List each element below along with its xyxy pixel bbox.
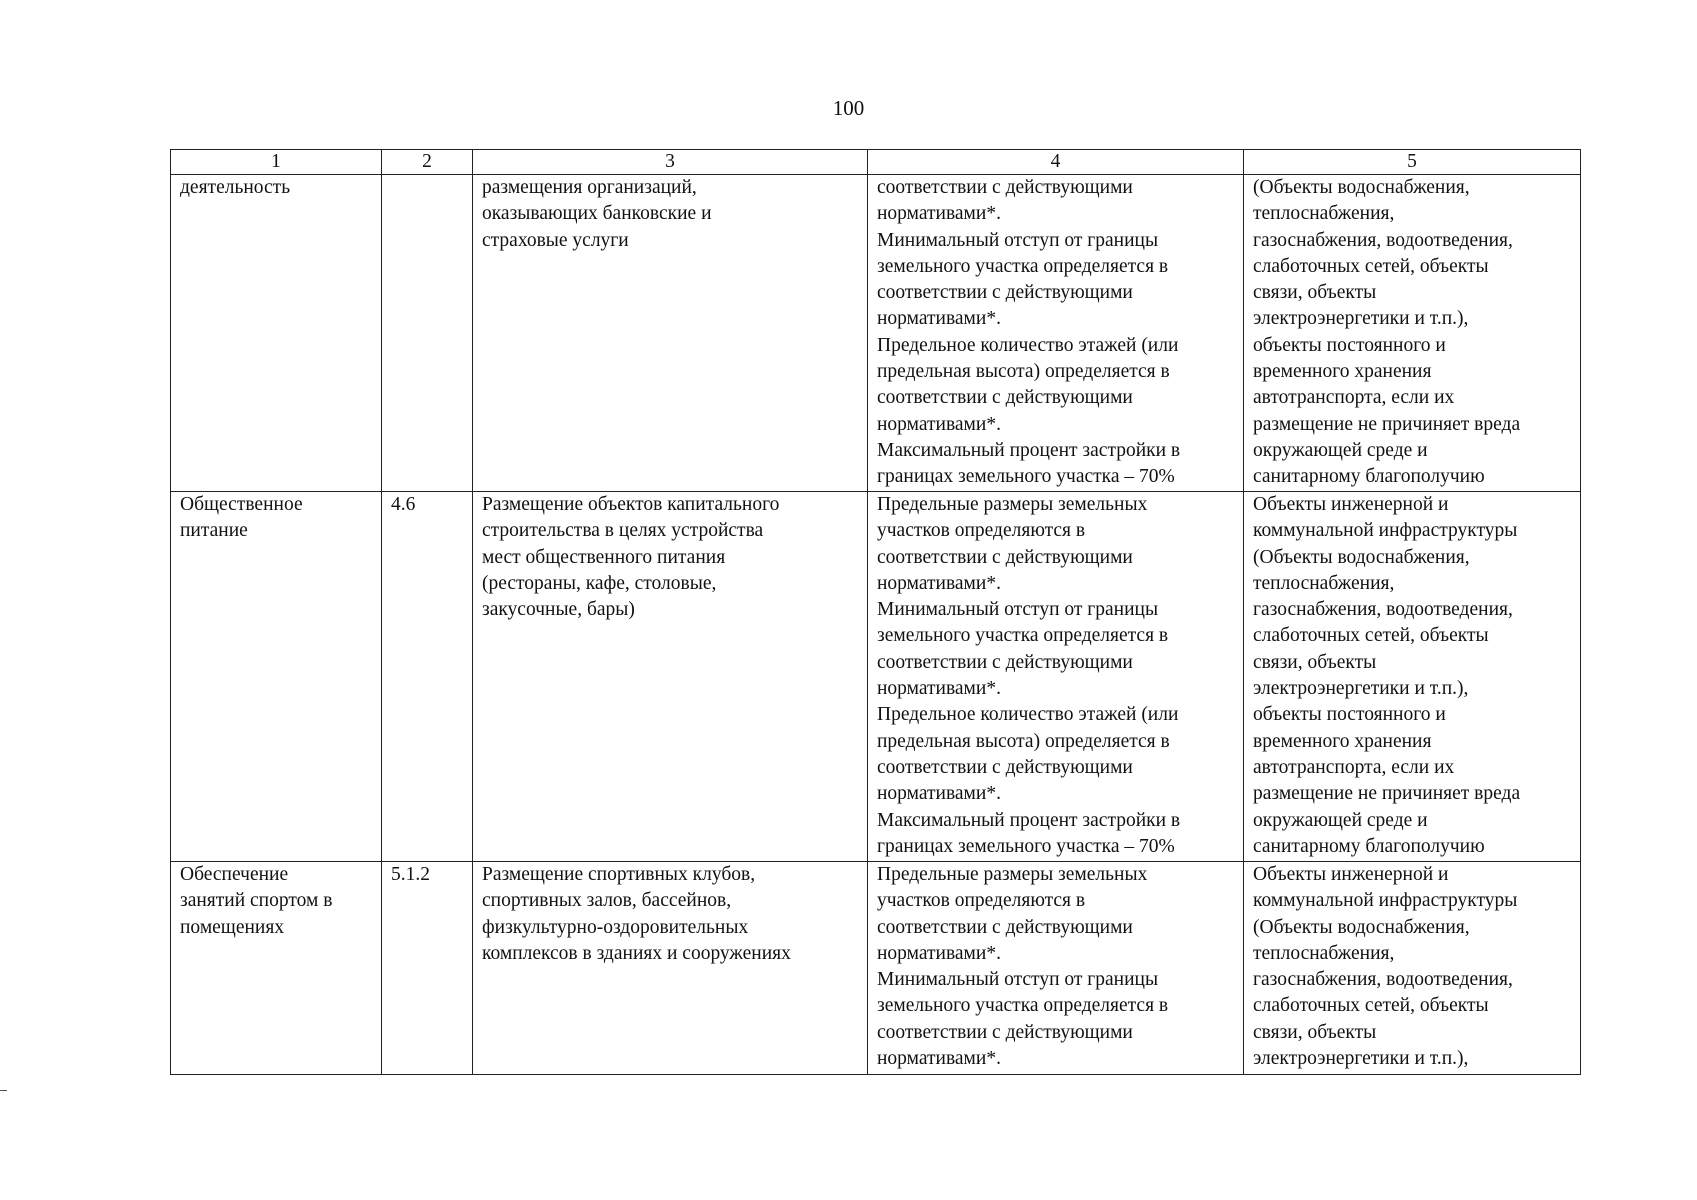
cell-code	[382, 175, 473, 492]
cell-text-line: теплоснабжения,	[1253, 572, 1395, 594]
cell-text-line: мест общественного питания	[482, 546, 726, 568]
cell-text-line: электроэнергетики и т.п.),	[1253, 308, 1469, 330]
cell-text-line: объекты постоянного и	[1253, 334, 1446, 356]
cell-text-line: электроэнергетики и т.п.),	[1253, 1048, 1469, 1070]
cell-text-line: деятельность	[180, 177, 291, 198]
cell-auxiliary-uses	[1244, 175, 1581, 492]
cell-text-line: автотранспорта, если их	[1253, 756, 1455, 778]
cell-text-line: соответствии с действующими	[877, 177, 1133, 198]
cell-parameters	[868, 492, 1244, 862]
cell-text-line: газоснабжения, водоотведения,	[1253, 969, 1513, 991]
cell-text-line: Минимальный отступ от границы	[877, 599, 1159, 621]
cell-text-line: Максимальный процент застройки в	[877, 439, 1181, 461]
cell-text-line: занятий спортом в	[180, 890, 333, 912]
cell-text-line: соответствии с действующими	[877, 282, 1133, 304]
cell-text-line: питание	[180, 520, 248, 542]
cell-description	[473, 175, 868, 492]
cell-text-line: газоснабжения, водоотведения,	[1253, 229, 1513, 251]
cell-text-line: соответствии с действующими	[877, 916, 1133, 938]
cell-text-line: нормативами*.	[877, 308, 1001, 330]
table-row	[171, 492, 1581, 862]
cell-text-line: газоснабжения, водоотведения,	[1253, 599, 1513, 621]
cell-text-line: теплоснабжения,	[1253, 203, 1395, 225]
table-row	[171, 862, 1581, 1075]
cell-text-line: Минимальный отступ от границы	[877, 229, 1159, 251]
cell-text-line: Максимальный процент застройки в	[877, 809, 1181, 831]
cell-text-line: электроэнергетики и т.п.),	[1253, 678, 1469, 700]
cell-text-line: связи, объекты	[1253, 651, 1377, 673]
cell-text-line: Предельные размеры земельных	[877, 494, 1148, 515]
cell-text-line: участков определяются в	[877, 890, 1086, 912]
cell-text-line: закусочные, бары)	[482, 599, 635, 621]
cell-text-line: физкультурно-оздоровительных	[482, 916, 749, 938]
cell-text-line: (Объекты водоснабжения,	[1253, 177, 1470, 198]
cell-text-line: соответствии с действующими	[877, 546, 1133, 568]
cell-text-line: участков определяются в	[877, 520, 1086, 542]
cell-text-line: теплоснабжения,	[1253, 942, 1395, 964]
cell-text-line: границах земельного участка – 70%	[877, 835, 1175, 857]
cell-use-name	[171, 175, 382, 492]
cell-text-line: нормативами*.	[877, 413, 1001, 435]
cell-text-line: размещение не причиняет вреда	[1253, 413, 1521, 435]
cell-text-line: предельная высота) определяется в	[877, 361, 1170, 383]
column-header-4: 4	[868, 150, 1244, 175]
column-header-2: 2	[382, 150, 473, 175]
cell-text-line: соответствии с действующими	[877, 756, 1133, 778]
cell-text-line: 5.1.2	[391, 864, 430, 885]
cell-text-line: страховые услуги	[482, 229, 629, 251]
page-number: 100	[832, 96, 865, 120]
cell-text-line: помещениях	[180, 916, 285, 938]
cell-text-line: Предельное количество этажей (или	[877, 704, 1179, 726]
cell-text-line: Размещение спортивных клубов,	[482, 864, 756, 885]
cell-auxiliary-uses	[1244, 492, 1581, 862]
cell-text-line: временного хранения	[1253, 361, 1432, 383]
land-use-table	[170, 149, 1581, 1075]
cell-text-line: соответствии с действующими	[877, 387, 1133, 409]
cell-text-line: слаботочных сетей, объекты	[1253, 255, 1489, 277]
cell-text-line: нормативами*.	[877, 203, 1001, 225]
cell-text-line: размещение не причиняет вреда	[1253, 783, 1521, 805]
scan-edge-mark	[0, 1090, 7, 1091]
cell-text-line: строительства в целях устройства	[482, 520, 764, 542]
cell-text-line: нормативами*.	[877, 1048, 1001, 1070]
cell-text-line: связи, объекты	[1253, 282, 1377, 304]
cell-text-line: земельного участка определяется в	[877, 255, 1169, 277]
cell-text-line: нормативами*.	[877, 942, 1001, 964]
cell-use-name	[171, 862, 382, 1075]
cell-text-line: автотранспорта, если их	[1253, 387, 1455, 409]
cell-text-line: коммунальной инфраструктуры	[1253, 520, 1518, 542]
cell-text-line: Объекты инженерной и	[1253, 864, 1449, 885]
cell-text-line: нормативами*.	[877, 572, 1001, 594]
cell-text-line: комплексов в зданиях и сооружениях	[482, 942, 791, 964]
cell-text-line: спортивных залов, бассейнов,	[482, 890, 732, 912]
cell-text-line: санитарному благополучию	[1253, 466, 1485, 488]
column-header-row	[171, 150, 1581, 175]
cell-text-line: границах земельного участка – 70%	[877, 466, 1175, 488]
cell-text-line: земельного участка определяется в	[877, 995, 1169, 1017]
column-header-5: 5	[1244, 150, 1581, 175]
cell-text-line: объекты постоянного и	[1253, 704, 1446, 726]
cell-text-line: земельного участка определяется в	[877, 625, 1169, 647]
cell-description	[473, 862, 868, 1075]
cell-text-line: связи, объекты	[1253, 1021, 1377, 1043]
cell-text-line: Обеспечение	[180, 864, 289, 885]
cell-text-line: Размещение объектов капитального	[482, 494, 780, 515]
cell-text-line: Предельные размеры земельных	[877, 864, 1148, 885]
cell-parameters	[868, 175, 1244, 492]
cell-text-line: окружающей среде и	[1253, 809, 1428, 831]
cell-text-line: временного хранения	[1253, 730, 1432, 752]
cell-text-line: (Объекты водоснабжения,	[1253, 546, 1470, 568]
cell-text-line: (Объекты водоснабжения,	[1253, 916, 1470, 938]
cell-text-line: Предельное количество этажей (или	[877, 334, 1179, 356]
cell-text-line: предельная высота) определяется в	[877, 730, 1170, 752]
column-header-3: 3	[473, 150, 868, 175]
cell-text-line: оказывающих банковские и	[482, 203, 712, 225]
cell-code	[382, 862, 473, 1075]
cell-text-line: Общественное	[180, 494, 303, 515]
cell-text-line: нормативами*.	[877, 678, 1001, 700]
cell-parameters	[868, 862, 1244, 1075]
cell-text-line: Объекты инженерной и	[1253, 494, 1449, 515]
cell-text-line: коммунальной инфраструктуры	[1253, 890, 1518, 912]
cell-text-line: нормативами*.	[877, 783, 1001, 805]
cell-text-line: (рестораны, кафе, столовые,	[482, 572, 717, 594]
cell-description	[473, 492, 868, 862]
cell-text-line: размещения организаций,	[482, 177, 697, 198]
cell-text-line: Минимальный отступ от границы	[877, 969, 1159, 991]
table-row	[171, 175, 1581, 492]
cell-text-line: 4.6	[391, 494, 416, 515]
cell-use-name	[171, 492, 382, 862]
cell-auxiliary-uses	[1244, 862, 1581, 1075]
cell-text-line: соответствии с действующими	[877, 651, 1133, 673]
cell-text-line: санитарному благополучию	[1253, 835, 1485, 857]
cell-text-line: слаботочных сетей, объекты	[1253, 995, 1489, 1017]
cell-text-line: слаботочных сетей, объекты	[1253, 625, 1489, 647]
cell-code	[382, 492, 473, 862]
cell-text-line: окружающей среде и	[1253, 439, 1428, 461]
column-header-1: 1	[171, 150, 382, 175]
cell-text-line: соответствии с действующими	[877, 1021, 1133, 1043]
